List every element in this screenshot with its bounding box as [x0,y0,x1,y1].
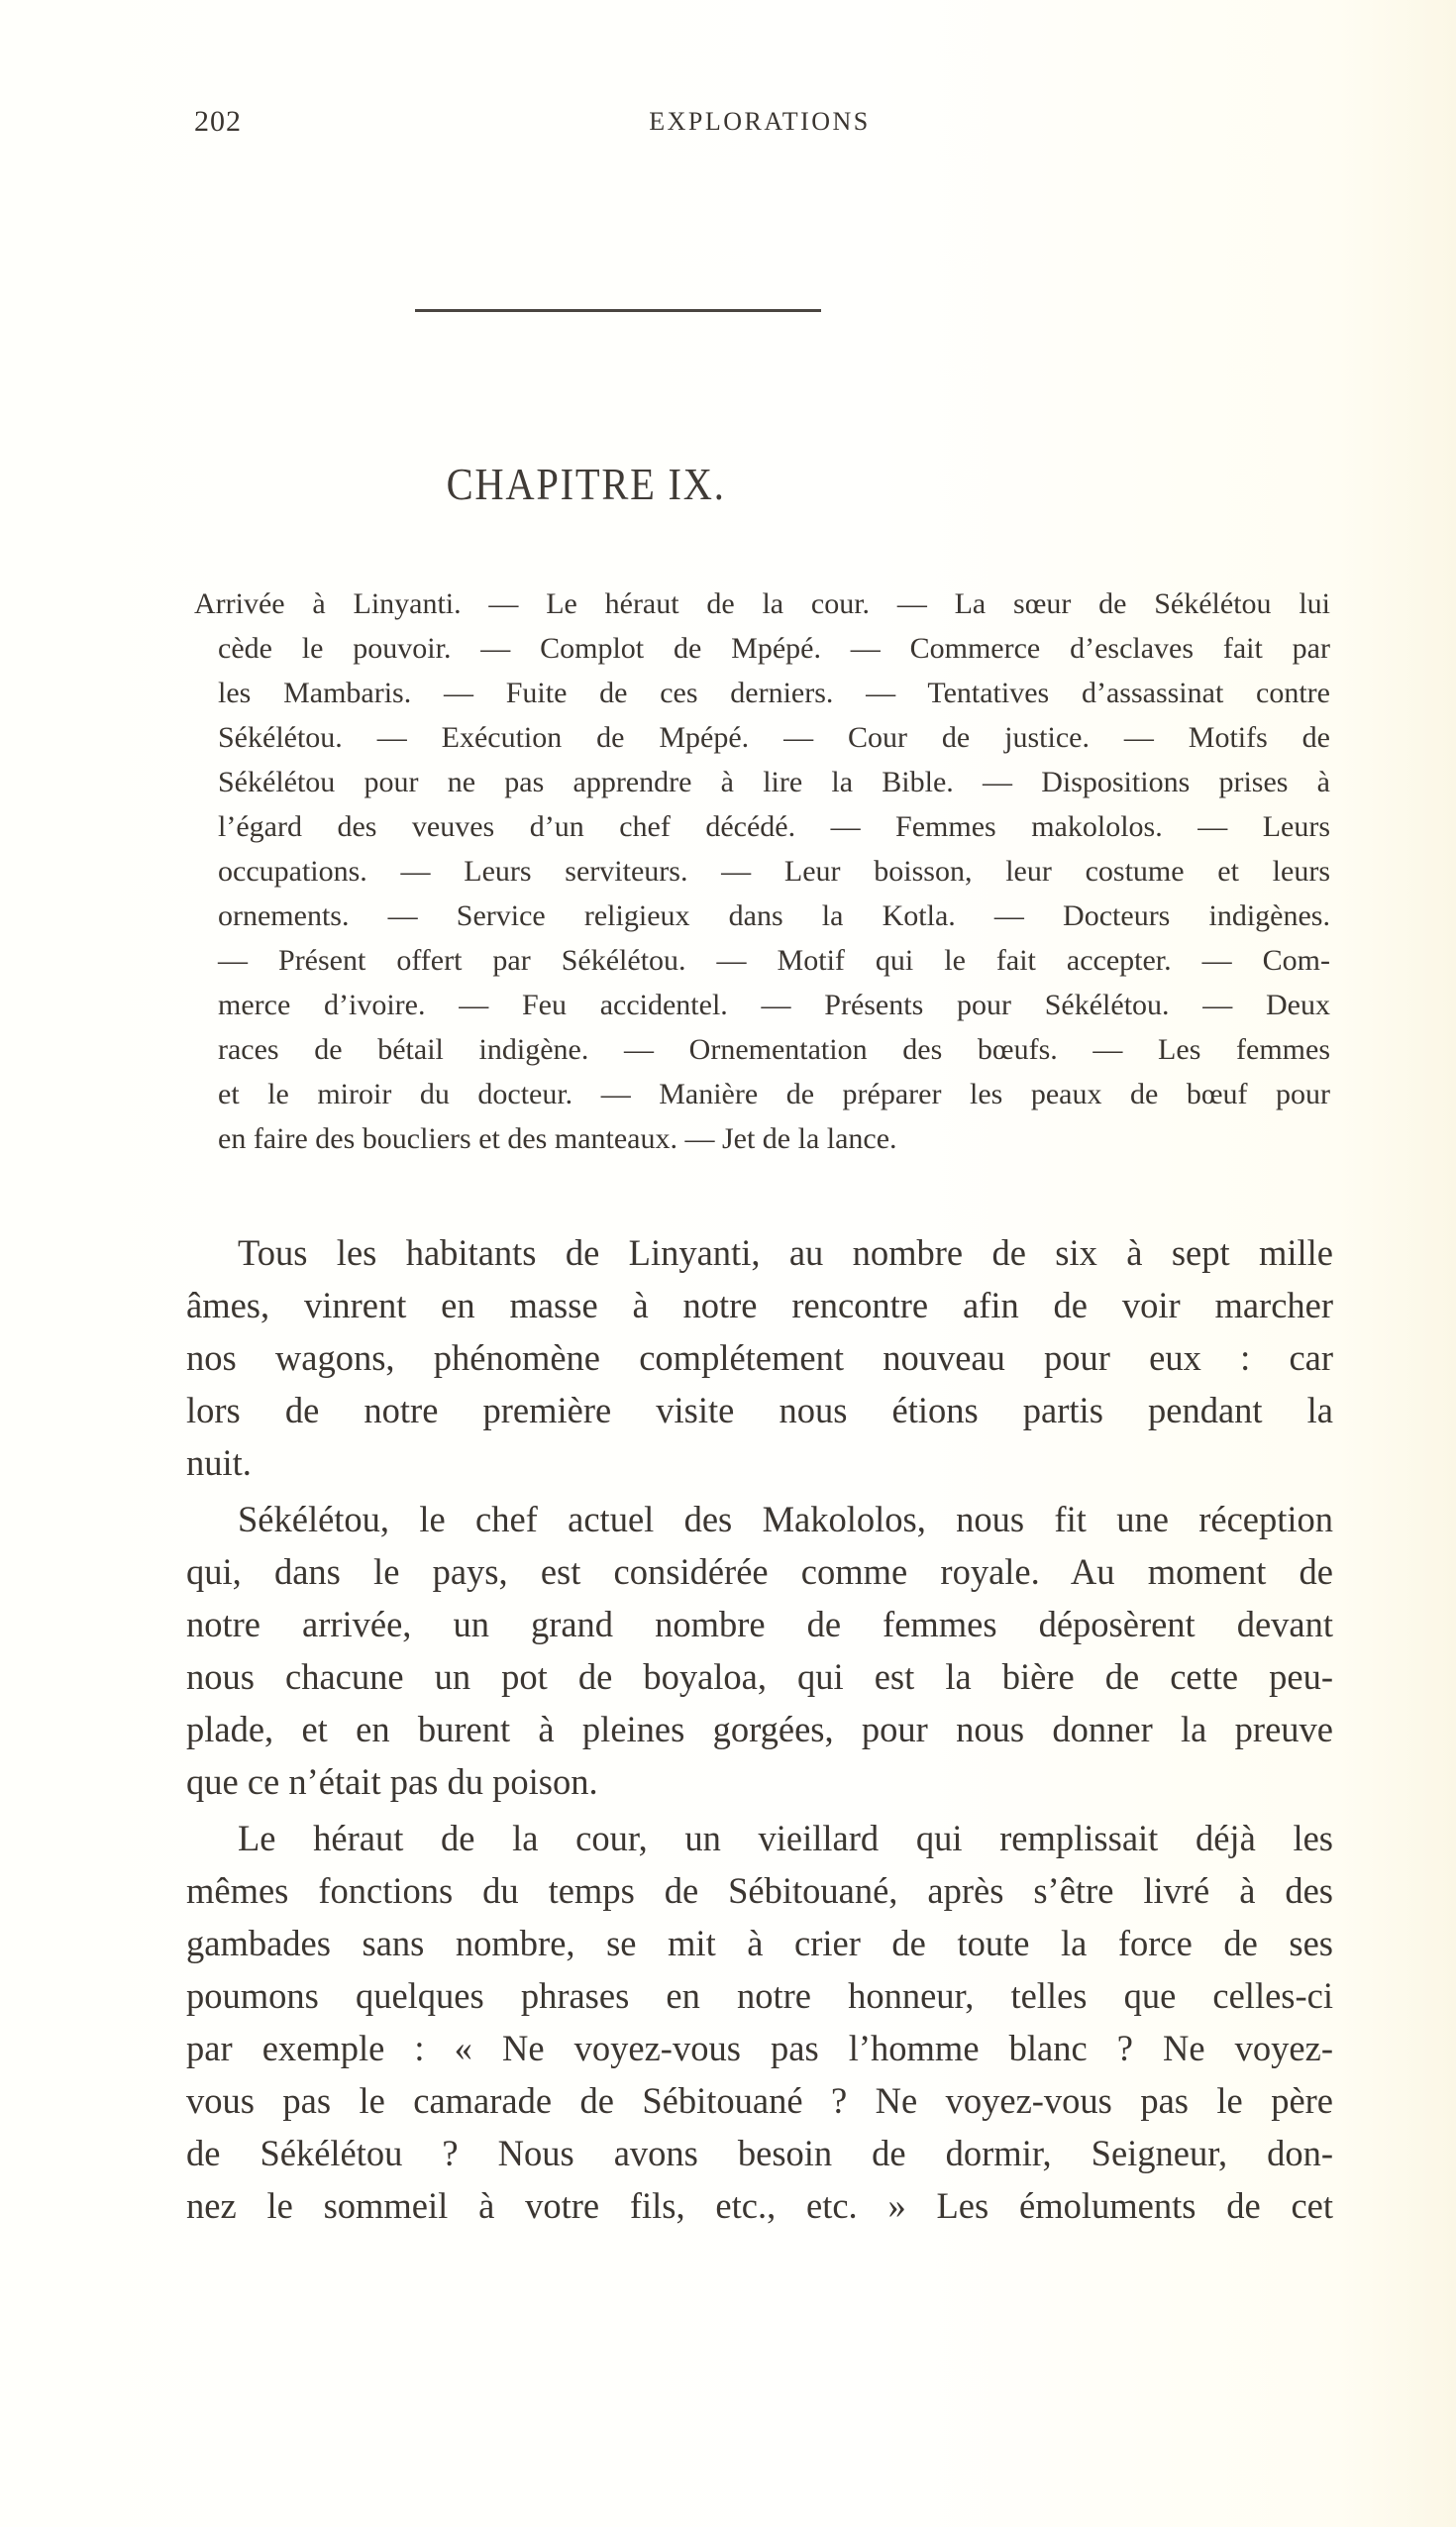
chapter-divider-rule [415,309,821,312]
summary-line: — Présent offert par Sékélétou. — Motif qui le fait accepter. — Com- [218,944,1330,977]
text-line: que ce n’était pas du poison. [186,1761,598,1802]
summary-line: races de bétail indigène. — Ornementation des bœufs. — Les femmes [218,1033,1330,1066]
text-line: Sékélétou, le chef actuel des Makololos, nous fit une réception [238,1499,1333,1539]
summary-line: Sékélétou pour ne pas apprendre à lire la Bible. — Dispositions prises à [218,766,1330,798]
summary-line: en faire des boucliers et des manteaux. — Jet de la lance. [218,1122,897,1155]
text-line: poumons quelques phrases en notre honneur, telles que celles-ci [186,1975,1333,2016]
summary-line: Sékélétou. — Exécution de Mpépé. — Cour de justice. — Motifs de [218,721,1330,754]
text-line: de Sékélétou ? Nous avons besoin de dormir, Seigneur, don- [186,2133,1333,2173]
text-line: vous pas le camarade de Sébitouané ? Ne voyez-vous pas le père [186,2080,1333,2121]
chapter-summary [196,581,1330,1161]
text-line: par exemple : « Ne voyez-vous pas l’homme blanc ? Ne voyez- [186,2028,1333,2068]
text-line: nez le sommeil à votre fils, etc., etc. » Les émoluments de cet [186,2185,1333,2226]
body-text [186,1226,1333,2232]
summary-line: l’égard des veuves d’un chef décédé. — Femmes makololos. — Leurs [218,810,1330,843]
text-line: plade, et en burent à pleines gorgées, pour nous donner la preuve [186,1709,1333,1749]
text-line: nos wagons, phénomène complétement nouveau pour eux : car [186,1337,1333,1378]
text-line: qui, dans le pays, est considérée comme royale. Au moment de [186,1551,1333,1592]
chapter-title: CHAPITRE IX. [446,459,726,509]
page-number: 202 [194,105,242,138]
summary-line: occupations. — Leurs serviteurs. — Leur boisson, leur costume et leurs [218,855,1330,888]
paragraph-reception [186,1493,1333,1808]
text-line: mêmes fonctions du temps de Sébitouané, après s’être livré à des [186,1870,1333,1911]
summary-line: ornements. — Service religieux dans la Kotla. — Docteurs indigènes. [218,899,1330,932]
running-title: EXPLORATIONS [649,107,871,136]
paragraph-arrival [186,1226,1333,1489]
text-line: nuit. [186,1442,252,1483]
text-line: gambades sans nombre, se mit à crier de toute la force de ses [186,1923,1333,1963]
summary-line: merce d’ivoire. — Feu accidentel. — Présents pour Sékélétou. — Deux [218,989,1330,1021]
running-head [194,105,1343,145]
text-line: lors de notre première visite nous étions partis pendant la [186,1390,1333,1430]
summary-line: les Mambaris. — Fuite de ces derniers. — Tentatives d’assassinat contre [218,677,1330,709]
text-line: Tous les habitants de Linyanti, au nombre de six à sept mille [238,1232,1333,1273]
text-line: âmes, vinrent en masse à notre rencontre afin de voir marcher [186,1285,1333,1325]
summary-line: et le miroir du docteur. — Manière de préparer les peaux de bœuf pour [218,1078,1330,1110]
summary-line: cède le pouvoir. — Complot de Mpépé. — Commerce d’esclaves fait par [218,632,1330,665]
text-line: Le héraut de la cour, un vieillard qui remplissait déjà les [238,1818,1333,1858]
text-line: nous chacune un pot de boyaloa, qui est la bière de cette peu- [186,1656,1333,1697]
text-line: notre arrivée, un grand nombre de femmes déposèrent devant [186,1604,1333,1644]
paragraph-herald [186,1812,1333,2232]
summary-line: Arrivée à Linyanti. — Le héraut de la cour. — La sœur de Sékélétou lui [194,587,1330,620]
